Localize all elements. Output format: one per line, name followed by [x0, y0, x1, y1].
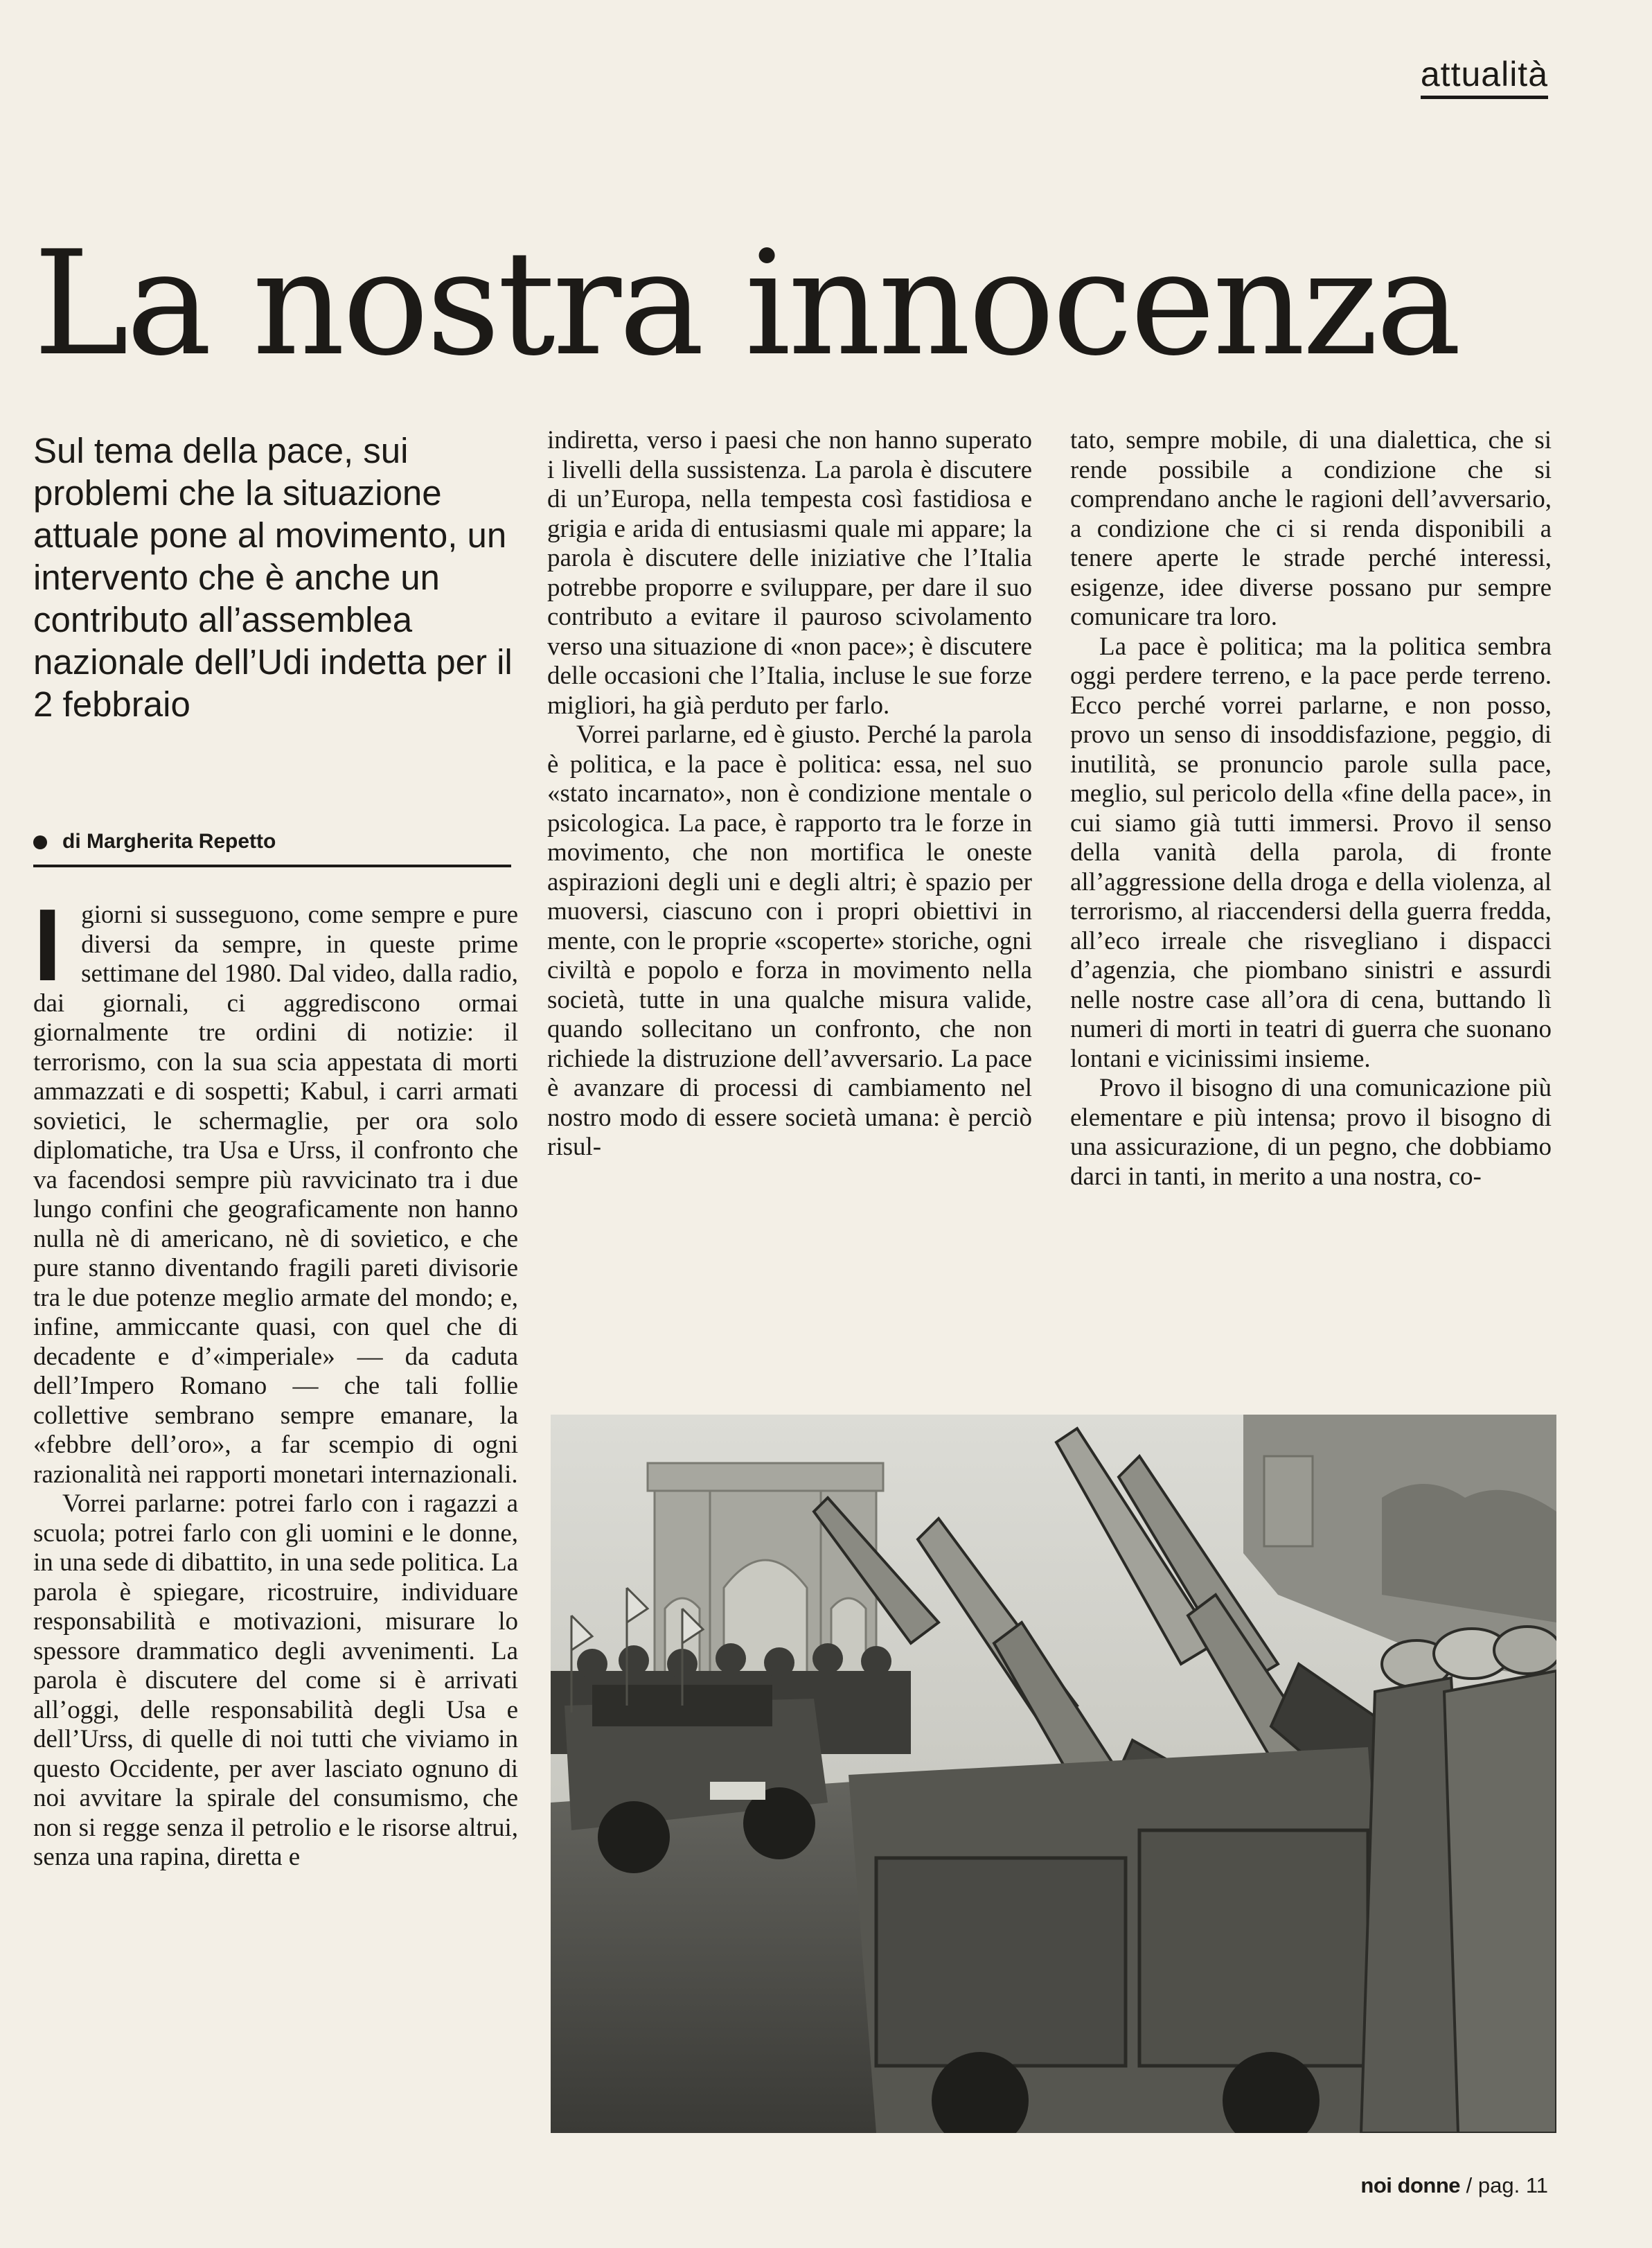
- paragraph: indiretta, verso i paesi che non hanno superato i livelli della sussistenza. La parola è discutere di un’Europa, nella tempesta così fastidiosa e grigia e arida di entusiasmi quale mi appare; la parola è discutere delle iniziative che l’Italia potrebbe proporre e sviluppare, per dare il suo contributo a evitare il pauroso scivolamento verso una situazione di «non pace»; è discutere delle occasioni che l’Italia, incluse le sue forze migliori, ha già perduto per farlo.: [547, 426, 1032, 720]
- military-parade-photo: [551, 1415, 1556, 2133]
- paragraph: giorni si susseguono, come sempre e pure diversi da sempre, in queste prime settimane del 1980. Dal video, dalla radio, dai giornali, ci aggrediscono ormai giornalmente tre ordini di notizie: il terrorismo, con la sua scia appestata di morti ammazzati e di sospetti; Kabul, i carri armati sovietici, le schermaglie, per ora solo diplomatiche, tra Usa e Urss, il confronto che va facendosi sempre più ravvicinato tra i due lungo confini che geograficamente non hanno nulla nè di americano, nè di sovietico, e che pure stanno diventando fragili pareti divisorie tra le due potenze meglio armate del mondo; e, infine, ammiccante quasi, con quel che di decadente e d’«imperiale» — da caduta dell’Impero Romano — che tali follie collettive sembrano sempre emanare, la «febbre dell’oro», a far scempio di ogni razionalità nei rapporti monetari internazionali.: [33, 901, 518, 1489]
- paragraph: Vorrei parlarne, ed è giusto. Perché la parola è politica, e la pace è politica: essa, nel suo «stato incarnato», non è condizione mentale o psicologica. La pace, è rapporto tra le forze in movimento, che non mortifica le oneste aspirazioni degli uni e degli altri; è spazio per muoversi, ciascuno con i propri obiettivi in mente, con le proprie «scoperte» storiche, ogni civiltà e popolo e forza in movimento nella società, tutte in una qualche misura valide, quando sollecitano un confronto, che non richiede la distruzione dell’avversario. La pace è avanzare di processi di cambiamento nel nostro modo di essere società umana: è perciò risul-: [547, 720, 1032, 1161]
- article-column-3: [1070, 426, 1552, 1192]
- paragraph: La pace è politica; ma la politica sembra oggi perdere terreno, e la pace perde terreno. Ecco perché vorrei parlarne, e non posso, provo un senso di insoddisfazione, peggio, di inutilità, se pronuncio parole sulla pace, meglio, sul pericolo della «fine della pace», in cui siamo già tutti immersi. Provo il senso della vanità della parola, di fronte all’aggressione della droga e della violenza, al terrorismo, al riaccendersi della guerra fredda, all’eco irreale che risvegliano i dispacci d’agenzia, che piombano sinistri e assurdi nelle nostre case all’ora di cena, buttando lì numeri di morti in teatri di guerra che suonano lontani e vicinissimi insieme.: [1070, 632, 1552, 1073]
- soldiers: [1361, 1627, 1556, 2133]
- paragraph: Provo il bisogno di una comunicazione più elementare e più intensa; provo il bisogno di una assicurazione, di un pegno, che dobbiamo darci in tanti, in merito a una nostra, co-: [1070, 1074, 1552, 1191]
- article-column-2: [547, 426, 1032, 1162]
- page-footer: [1360, 2173, 1548, 2198]
- section-label: attualità: [1421, 54, 1548, 99]
- magazine-name: noi donne: [1360, 2173, 1461, 2197]
- article-deck: Sul tema della pace, sui problemi che la situazione attuale pone al movimento, un intervento che è anche un contributo all’assemblea nazionale dell’Udi indetta per il 2 febbraio: [33, 431, 513, 724]
- byline-author: di Margherita Repetto: [62, 830, 276, 853]
- paragraph: tato, sempre mobile, di una dialettica, che si rende possibile a condizione che si comprendano anche le ragioni dell’avversario, a condizione che ci si renda disponibili a tenere aperte le strade perché interessi, esigenze, idee diverse possano pur sempre comunicare tra loro.: [1070, 426, 1552, 631]
- byline: [33, 830, 511, 867]
- page-number: / pag. 11: [1466, 2173, 1548, 2197]
- paragraph: Vorrei parlarne: potrei farlo con i ragazzi a scuola; potrei farlo con gli uomini e le donne, in una sede di dibattito, in una sede politica. La parola è spiegare, ricostruire, individuare responsabilità e motivazioni, misurare lo spessore drammatico degli avvenimenti. La parola è discutere del come si è arrivati all’oggi, delle responsabilità degli Usa e dell’Urss, di quelle di noi tutti che viviamo in questo Occidente, per aver lasciato ognuno di noi avvitare la spirale del consumismo, che non si regge senza il petrolio e le risorse altrui, senza una rapina, diretta e: [33, 1489, 518, 1871]
- launcher-truck: [849, 1747, 1396, 2133]
- article-column-1: [33, 888, 518, 1873]
- article-headline: La nostra innocenza: [33, 220, 1459, 388]
- bullet-icon: [33, 835, 47, 849]
- drop-cap: I: [33, 888, 62, 1002]
